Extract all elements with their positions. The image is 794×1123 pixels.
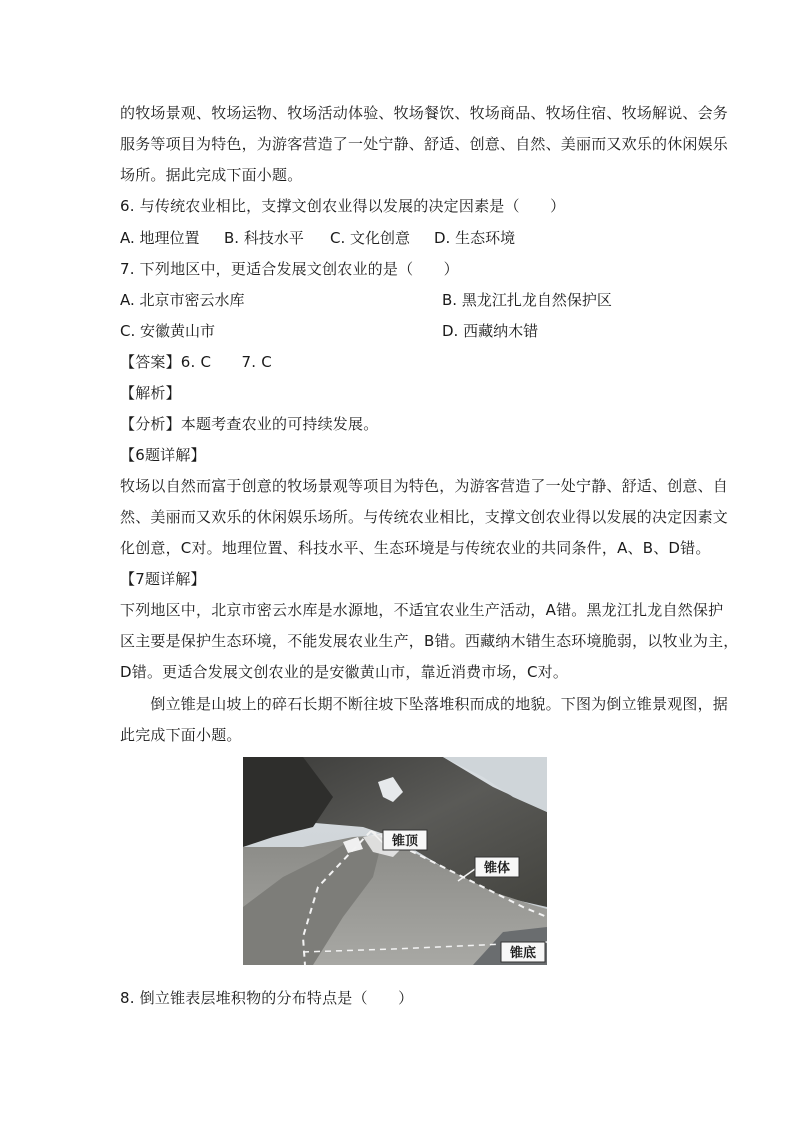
q7-option-d: D. 西藏纳木错 <box>442 322 539 340</box>
question-8-stem: 8. 倒立锥表层堆积物的分布特点是（ ） <box>120 989 414 1007</box>
q7-detail-line-3: D错。更适合发展文创农业的是安徽黄山市，靠近消费市场，C对。 <box>120 663 569 681</box>
intro-line-3: 场所。据此完成下面小题。 <box>120 166 303 184</box>
label-cone-base: 锥底 <box>509 946 537 961</box>
analysis-summary: 【分析】本题考查农业的可持续发展。 <box>120 415 379 433</box>
intro-line-2: 服务等项目为特色，为游客营造了一处宁静、舒适、创意、自然、美丽而又欢乐的休闲娱乐 <box>120 135 729 153</box>
q6-detail-line-1: 牧场以自然而富于创意的牧场景观等项目为特色，为游客营造了一处宁静、舒适、创意、自 <box>120 477 729 495</box>
q7-option-a: A. 北京市密云水库 <box>120 291 245 309</box>
q6-option-b: B. 科技水平 <box>224 229 304 247</box>
q7-option-b: B. 黑龙江扎龙自然保护区 <box>442 291 612 309</box>
q6-option-d: D. 生态环境 <box>434 229 516 247</box>
label-cone-body: 锥体 <box>483 861 511 876</box>
passage-2-line-2: 此完成下面小题。 <box>120 726 242 744</box>
answer-line: 【答案】6. C 7. C <box>120 353 272 371</box>
passage-2-line-1: 倒立锥是山坡上的碎石长期不断往坡下坠落堆积而成的地貌。下图为倒立锥景观图，据 <box>120 695 729 713</box>
q6-detail-line-2: 然、美丽而又欢乐的休闲娱乐场所。与传统农业相比，支撑文创农业得以发展的决定因素文 <box>120 508 729 526</box>
q6-detail-label: 【6题详解】 <box>120 446 206 464</box>
q7-option-c: C. 安徽黄山市 <box>120 322 216 340</box>
q7-detail-line-1: 下列地区中，北京市密云水库是水源地，不适宜农业生产活动，A错。黑龙江扎龙自然保护 <box>120 601 724 619</box>
analysis-label: 【解析】 <box>120 384 181 402</box>
question-7-stem: 7. 下列地区中，更适合发展文创农业的是（ ） <box>120 260 459 278</box>
question-6-stem: 6. 与传统农业相比，支撑文创农业得以发展的决定因素是（ ） <box>120 197 566 215</box>
q6-option-c: C. 文化创意 <box>330 229 411 247</box>
intro-line-1: 的牧场景观、牧场运物、牧场活动体验、牧场餐饮、牧场商品、牧场住宿、牧场解说、会务 <box>120 104 729 122</box>
inverted-cone-landscape-photo <box>243 757 547 965</box>
q7-detail-line-2: 区主要是保护生态环境，不能发展农业生产，B错。西藏纳木错生态环境脆弱，以牧业为主， <box>120 632 739 650</box>
q7-detail-label: 【7题详解】 <box>120 570 206 588</box>
label-cone-top: 锥顶 <box>391 834 419 849</box>
q6-detail-line-3: 化创意，C对。地理位置、科技水平、生态环境是与传统农业的共同条件，A、B、D错。 <box>120 539 711 557</box>
q6-option-a: A. 地理位置 <box>120 229 200 247</box>
